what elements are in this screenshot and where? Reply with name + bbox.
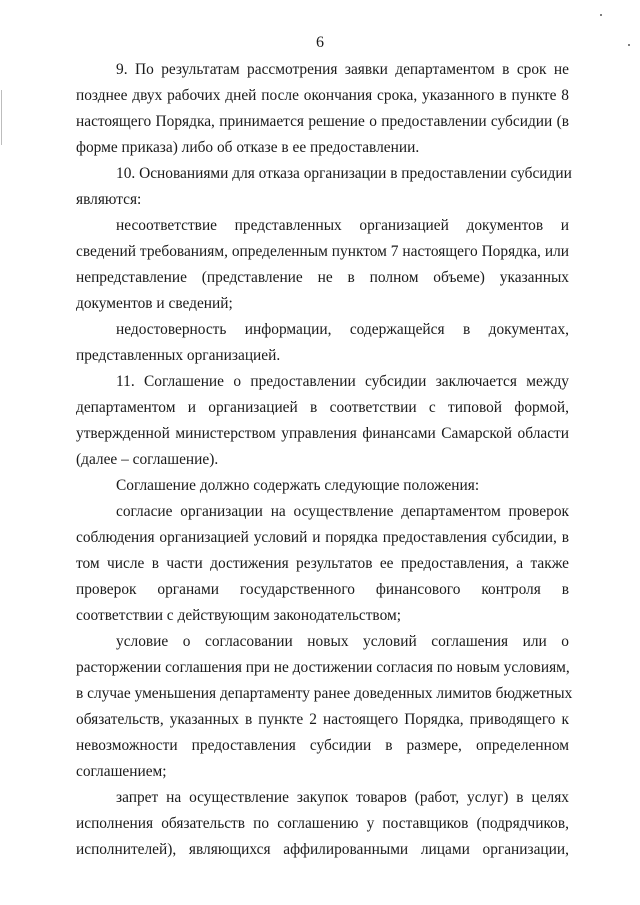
- paragraph-line: исполнения обязательств по соглашению у поставщиков (подрядчиков,: [76, 815, 569, 832]
- paragraph-line: соглашением;: [76, 763, 167, 780]
- paragraph-line: 10. Основаниями для отказа организации в предоставлении субсидии: [116, 165, 572, 182]
- paragraph-line: являются:: [76, 191, 142, 208]
- paragraph-line: (далее – соглашение).: [76, 451, 219, 468]
- paragraph-line: сведений требованиям, определенным пунктом 7 настоящего Порядка, или: [76, 243, 569, 260]
- paragraph-line: документов и сведений;: [76, 295, 233, 312]
- paragraph-line: 11. Соглашение о предоставлении субсидии заключается между: [116, 373, 569, 390]
- paragraph-line: форме приказа) либо об отказе в ее предоставлении.: [76, 139, 420, 156]
- paragraph-line: недостоверность информации, содержащейся в документах,: [116, 321, 569, 338]
- paragraph-line: условие о согласовании новых условий соглашения или о: [116, 633, 569, 650]
- paragraph-line: невозможности предоставления субсидии в размере, определенном: [76, 737, 569, 754]
- paragraph-line: в случае уменьшения департаменту ранее доведенных лимитов бюджетных: [76, 685, 573, 702]
- scan-speck: [600, 14, 602, 16]
- paragraph-line: 9. По результатам рассмотрения заявки департаментом в срок не: [116, 61, 569, 78]
- paragraph-line: представленных организацией.: [76, 347, 281, 364]
- paragraph-line: настоящего Порядка, принимается решение о предоставлении субсидии (в: [76, 113, 569, 130]
- paragraph-line: запрет на осуществление закупок товаров (работ, услуг) в целях: [116, 789, 569, 806]
- paragraph-line: соблюдения организацией условий и порядка предоставления субсидии, в: [76, 529, 569, 546]
- scan-edge-mark: [1, 90, 2, 145]
- paragraph-line: непредставление (представление не в полном объеме) указанных: [76, 269, 569, 286]
- paragraph-line: утвержденной министерством управления финансами Самарской области: [76, 425, 569, 442]
- paragraph-line: Соглашение должно содержать следующие положения:: [116, 477, 480, 494]
- paragraph-line: том числе в части достижения результатов ее предоставления, а также: [76, 555, 569, 572]
- paragraph-line: исполнителей), являющихся аффилированными лицами организации,: [76, 841, 569, 858]
- paragraph-line: департаментом и организацией в соответствии с типовой формой,: [76, 399, 569, 416]
- paragraph-line: соответствии с действующим законодательством;: [76, 607, 401, 624]
- paragraph-line: обязательств, указанных в пункте 2 настоящего Порядка, приводящего к: [76, 711, 569, 728]
- paragraph-line: несоответствие представленных организацией документов и: [116, 217, 569, 234]
- paragraph-line: проверок органами государственного финансового контроля в: [76, 581, 569, 598]
- page-number: 6: [316, 34, 324, 51]
- paragraph-line: согласие организации на осуществление департаментом проверок: [116, 503, 569, 520]
- paragraph-line: расторжении соглашения при не достижении согласия по новым условиям,: [76, 659, 570, 676]
- paragraph-line: позднее двух рабочих дней после окончания срока, указанного в пункте 8: [76, 87, 569, 104]
